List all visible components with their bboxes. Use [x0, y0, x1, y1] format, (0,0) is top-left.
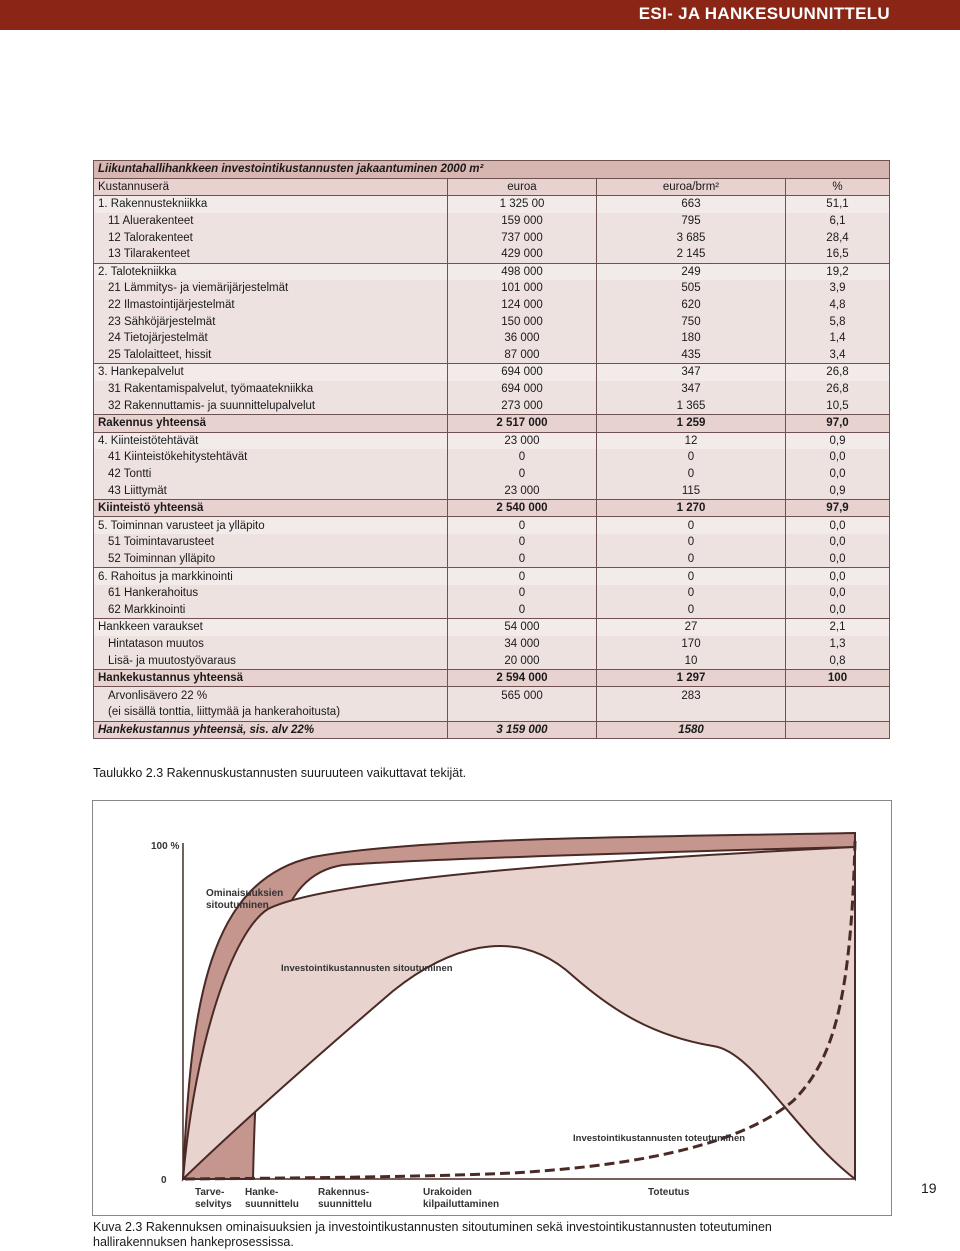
row-value: 1580 [597, 721, 786, 739]
y-bottom-label: 0 [161, 1175, 167, 1186]
row-value [597, 704, 786, 721]
cost-table [93, 160, 890, 739]
row-value: 150 000 [448, 313, 597, 330]
table-row [94, 601, 890, 618]
row-value: 26,8 [786, 364, 890, 381]
row-value: 0 [597, 601, 786, 618]
row-value: 23 000 [448, 482, 597, 499]
row-label: 13 Tilarakenteet [94, 246, 448, 263]
column-header: euroa/brm² [597, 178, 786, 196]
row-value: 283 [597, 687, 786, 704]
phase-label: Urakoiden [423, 1187, 472, 1198]
row-value: 0,0 [786, 449, 890, 466]
table-row [94, 229, 890, 246]
row-value: 97,9 [786, 499, 890, 517]
row-value: 1,4 [786, 330, 890, 347]
table-title: Liikuntahallihankkeen investointikustannusten jakaantuminen 2000 m² [94, 161, 890, 179]
row-value: 273 000 [448, 397, 597, 414]
row-value: 3 159 000 [448, 721, 597, 739]
table-row [94, 517, 890, 534]
row-label: 25 Talolaitteet, hissit [94, 347, 448, 364]
row-label: 21 Lämmitys- ja viemärijärjestelmät [94, 280, 448, 297]
row-value: 16,5 [786, 246, 890, 263]
row-value: 694 000 [448, 381, 597, 398]
row-value: 0,0 [786, 466, 890, 483]
table-row [94, 466, 890, 483]
row-value: 0 [448, 585, 597, 602]
table-row [94, 585, 890, 602]
row-value: 737 000 [448, 229, 597, 246]
row-label: 62 Markkinointi [94, 601, 448, 618]
table-row [94, 449, 890, 466]
phase-labels [195, 1187, 690, 1210]
table-row [94, 381, 890, 398]
row-value: 347 [597, 381, 786, 398]
row-label: 42 Tontti [94, 466, 448, 483]
table-row [94, 704, 890, 721]
phase-label: suunnittelu [318, 1199, 372, 1210]
row-label: 51 Toimintavarusteet [94, 534, 448, 551]
row-value: 6,1 [786, 213, 890, 230]
row-value: 180 [597, 330, 786, 347]
row-value: 20 000 [448, 652, 597, 669]
row-label: 22 Ilmastointijärjestelmät [94, 297, 448, 314]
row-label: 61 Hankerahoitus [94, 585, 448, 602]
table-row [94, 534, 890, 551]
row-value: 0 [448, 517, 597, 534]
phase-label: selvitys [195, 1199, 232, 1210]
table-row [94, 482, 890, 499]
row-value: 19,2 [786, 263, 890, 280]
row-value: 4,8 [786, 297, 890, 314]
row-value: 27 [597, 619, 786, 636]
row-value: 1 297 [597, 669, 786, 687]
row-value: 159 000 [448, 213, 597, 230]
row-value: 0,8 [786, 652, 890, 669]
row-label: Arvonlisävero 22 % [94, 687, 448, 704]
row-value: 34 000 [448, 636, 597, 653]
row-label: 23 Sähköjärjestelmät [94, 313, 448, 330]
row-value: 2 145 [597, 246, 786, 263]
row-value: 1 325 00 [448, 196, 597, 213]
column-header: euroa [448, 178, 597, 196]
row-label: 31 Rakentamispalvelut, työmaatekniikka [94, 381, 448, 398]
row-value: 0 [597, 466, 786, 483]
row-value: 429 000 [448, 246, 597, 263]
row-value: 663 [597, 196, 786, 213]
cost-commitment-diagram [93, 801, 891, 1215]
row-value: 0 [448, 449, 597, 466]
row-value: 2 594 000 [448, 669, 597, 687]
row-value: 0,0 [786, 517, 890, 534]
table-row [94, 313, 890, 330]
row-value: 0,0 [786, 568, 890, 585]
row-value: 0,9 [786, 482, 890, 499]
row-value: 115 [597, 482, 786, 499]
row-label: 2. Talotekniikka [94, 263, 448, 280]
row-value: 3 685 [597, 229, 786, 246]
row-value: 750 [597, 313, 786, 330]
table-row [94, 213, 890, 230]
row-value: 170 [597, 636, 786, 653]
row-value: 0 [597, 551, 786, 568]
row-value [448, 704, 597, 721]
row-value: 5,8 [786, 313, 890, 330]
row-value: 505 [597, 280, 786, 297]
row-value: 0,0 [786, 585, 890, 602]
phase-label: kilpailuttaminen [423, 1199, 500, 1210]
row-value [786, 721, 890, 739]
row-value: 2 540 000 [448, 499, 597, 517]
phase-label: suunnittelu [245, 1199, 299, 1210]
row-value: 23 000 [448, 432, 597, 449]
table-title-row [94, 161, 890, 179]
y-top-label: 100 % [151, 841, 180, 852]
row-value: 249 [597, 263, 786, 280]
row-value: 1,3 [786, 636, 890, 653]
figure-frame [92, 800, 892, 1216]
row-label: 12 Talorakenteet [94, 229, 448, 246]
row-label: Hankkeen varaukset [94, 619, 448, 636]
table-row [94, 568, 890, 585]
table-row [94, 280, 890, 297]
table-row [94, 364, 890, 381]
row-value: 694 000 [448, 364, 597, 381]
row-value: 347 [597, 364, 786, 381]
phase-label: Tarve- [195, 1187, 225, 1198]
row-value [786, 704, 890, 721]
row-label: 4. Kiinteistötehtävät [94, 432, 448, 449]
row-label: 52 Toiminnan ylläpito [94, 551, 448, 568]
table-row [94, 652, 890, 669]
row-value: 10,5 [786, 397, 890, 414]
row-value: 0 [448, 534, 597, 551]
row-value: 0 [448, 601, 597, 618]
ominaisuudet-label-1: Ominaisuuksien [206, 888, 284, 899]
table-row [94, 414, 890, 432]
row-value: 101 000 [448, 280, 597, 297]
row-value: 620 [597, 297, 786, 314]
column-header: % [786, 178, 890, 196]
row-label: 11 Aluerakenteet [94, 213, 448, 230]
row-value: 565 000 [448, 687, 597, 704]
row-value: 435 [597, 347, 786, 364]
row-value: 1 365 [597, 397, 786, 414]
table-row [94, 432, 890, 449]
row-label: Lisä- ja muutostyövaraus [94, 652, 448, 669]
table-row [94, 246, 890, 263]
row-value: 1 270 [597, 499, 786, 517]
row-label: Kiinteistö yhteensä [94, 499, 448, 517]
row-value: 51,1 [786, 196, 890, 213]
row-value: 0 [448, 551, 597, 568]
row-label: 43 Liittymät [94, 482, 448, 499]
table-row [94, 721, 890, 739]
investointi-sitoutuminen-label: Investointikustannusten sitoutuminen [281, 963, 453, 974]
row-value: 0 [597, 517, 786, 534]
row-value: 100 [786, 669, 890, 687]
table-caption: Taulukko 2.3 Rakennuskustannusten suuruuteen vaikuttavat tekijät. [93, 766, 467, 780]
row-label: 1. Rakennustekniikka [94, 196, 448, 213]
row-value: 2,1 [786, 619, 890, 636]
row-value: 0,9 [786, 432, 890, 449]
row-value: 2 517 000 [448, 414, 597, 432]
row-label: 32 Rakennuttamis- ja suunnittelupalvelut [94, 397, 448, 414]
row-value: 498 000 [448, 263, 597, 280]
page-number: 19 [921, 1180, 937, 1196]
phase-label: Rakennus- [318, 1187, 370, 1198]
row-label: 24 Tietojärjestelmät [94, 330, 448, 347]
header-band [0, 0, 960, 30]
row-value [786, 687, 890, 704]
row-value: 54 000 [448, 619, 597, 636]
table-row [94, 330, 890, 347]
column-header: Kustannuserä [94, 178, 448, 196]
row-value: 10 [597, 652, 786, 669]
table-row [94, 499, 890, 517]
row-value: 26,8 [786, 381, 890, 398]
table-row [94, 551, 890, 568]
row-label: 41 Kiinteistökehitystehtävät [94, 449, 448, 466]
row-value: 0 [448, 568, 597, 585]
row-value: 3,9 [786, 280, 890, 297]
ominaisuudet-label-2: sitoutuminen [206, 900, 269, 911]
phase-label: Toteutus [648, 1187, 690, 1198]
figure-caption: Kuva 2.3 Rakennuksen ominaisuuksien ja investointikustannusten sitoutuminen sekä investointikustannusten toteutuminen hallirakennuksen hankeprosessissa. [93, 1220, 772, 1249]
row-label: Hintatason muutos [94, 636, 448, 653]
row-value: 0,0 [786, 601, 890, 618]
table-row [94, 669, 890, 687]
row-value: 87 000 [448, 347, 597, 364]
row-label: Rakennus yhteensä [94, 414, 448, 432]
table-row [94, 619, 890, 636]
row-value: 36 000 [448, 330, 597, 347]
row-value: 1 259 [597, 414, 786, 432]
row-value: 3,4 [786, 347, 890, 364]
investointi-toteutuminen-label: Investointikustannusten toteutuminen [573, 1133, 746, 1144]
row-value: 0,0 [786, 551, 890, 568]
row-value: 795 [597, 213, 786, 230]
row-value: 0,0 [786, 534, 890, 551]
row-value: 0 [597, 568, 786, 585]
table-header-row [94, 178, 890, 196]
row-value: 28,4 [786, 229, 890, 246]
table-row [94, 397, 890, 414]
row-value: 97,0 [786, 414, 890, 432]
row-label: 3. Hankepalvelut [94, 364, 448, 381]
row-value: 0 [597, 585, 786, 602]
table-row [94, 636, 890, 653]
table-row [94, 297, 890, 314]
row-label: 6. Rahoitus ja markkinointi [94, 568, 448, 585]
table-row [94, 687, 890, 704]
row-value: 0 [597, 449, 786, 466]
table-row [94, 196, 890, 213]
row-label: 5. Toiminnan varusteet ja ylläpito [94, 517, 448, 534]
row-label: Hankekustannus yhteensä, sis. alv 22% [94, 721, 448, 739]
phase-label: Hanke- [245, 1187, 279, 1198]
row-label: Hankekustannus yhteensä [94, 669, 448, 687]
table-row [94, 347, 890, 364]
section-title: ESI- JA HANKESUUNNITTELU [638, 4, 890, 23]
row-value: 0 [597, 534, 786, 551]
row-value: 0 [448, 466, 597, 483]
row-value: 124 000 [448, 297, 597, 314]
row-value: 12 [597, 432, 786, 449]
table-row [94, 263, 890, 280]
row-label: (ei sisällä tonttia, liittymää ja hankerahoitusta) [94, 704, 448, 721]
